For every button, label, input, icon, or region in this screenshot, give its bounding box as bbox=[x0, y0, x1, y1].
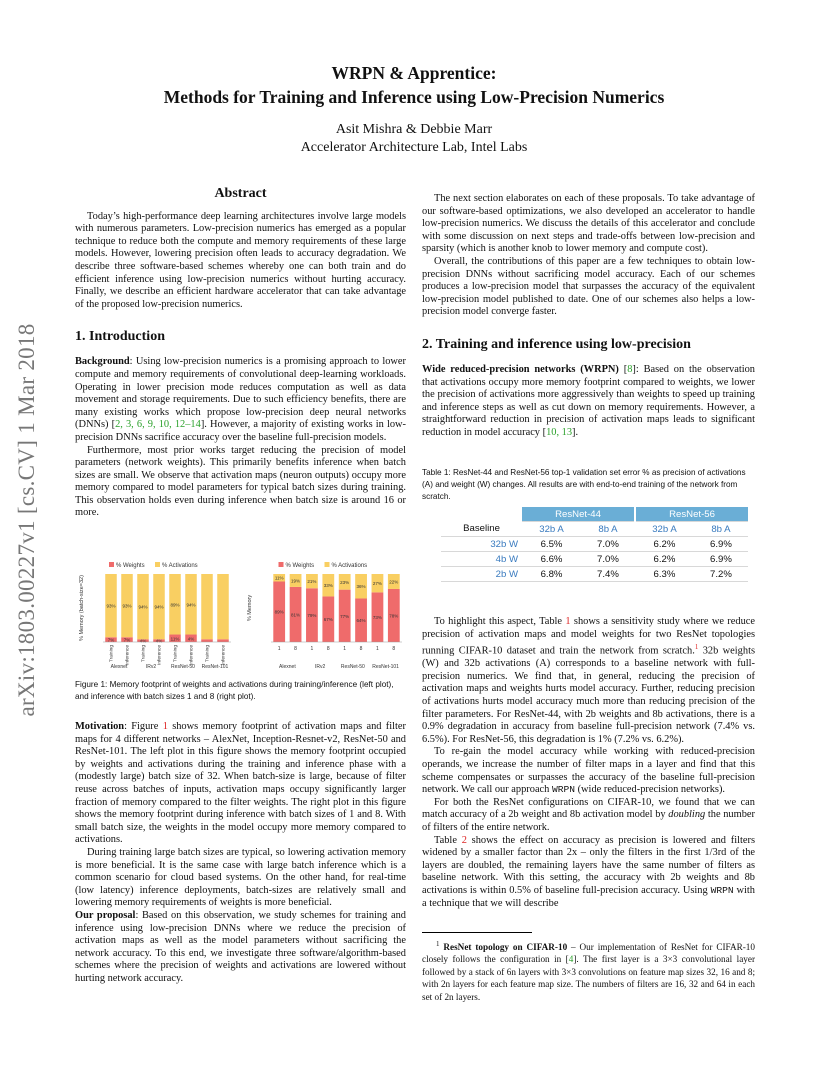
table-1 bbox=[441, 507, 748, 582]
intro-heading: 1. Introduction bbox=[75, 329, 165, 345]
data-label: 36% bbox=[356, 584, 366, 590]
data-label: 77% bbox=[340, 613, 350, 619]
left-column-lower bbox=[75, 721, 406, 985]
table-ref-link[interactable]: 2 bbox=[461, 834, 467, 846]
legend-label: % Activations bbox=[162, 563, 198, 569]
right-column bbox=[422, 193, 755, 440]
data-label: 33% bbox=[323, 583, 333, 589]
authors: Asit Mishra & Debbie Marr bbox=[335, 122, 493, 137]
data-label: 64% bbox=[356, 618, 366, 624]
y-axis-label: % Memory bbox=[247, 594, 253, 622]
data-label: 67% bbox=[323, 617, 333, 623]
citation-link[interactable]: 4 bbox=[568, 954, 574, 965]
table-group-header: ResNet-44 bbox=[522, 507, 635, 522]
data-label: 7% bbox=[123, 637, 131, 643]
figure-ref-link[interactable]: 1 bbox=[162, 721, 168, 732]
citation-link[interactable]: 8 bbox=[627, 363, 633, 375]
data-label: 94% bbox=[138, 604, 148, 610]
data-label: 4% bbox=[155, 638, 163, 644]
data-label: 7% bbox=[107, 637, 115, 643]
affiliation: Accelerator Architecture Lab, Intel Labs bbox=[300, 140, 528, 155]
group-label: IRv2 bbox=[314, 664, 326, 670]
tick-label: Training bbox=[205, 645, 211, 663]
bar-activations bbox=[217, 574, 229, 639]
paper-title-line1: WRPN & Apprentice: bbox=[331, 63, 497, 83]
group-label: ResNet-50 bbox=[340, 664, 365, 670]
tick-label: 1 bbox=[376, 646, 379, 652]
citation-link[interactable]: 10, 13 bbox=[546, 426, 573, 438]
data-label: 81% bbox=[291, 612, 301, 618]
table-ref-link[interactable]: 1 bbox=[565, 616, 571, 627]
table-row: 4b W 6.6% 7.0% 6.2% 6.9% bbox=[441, 552, 748, 567]
data-label: 89% bbox=[170, 602, 180, 608]
tick-label: Training bbox=[109, 645, 115, 663]
table-col-header: 32b A bbox=[522, 522, 581, 537]
tick-label: 8 bbox=[294, 646, 297, 652]
right-p6: Table 2 shows the effect on accuracy as precision is lowered and filters widened by a smaller factor than 2x – only the filters in the first 1/3rd of the layers are doubled, the remaining layers have the same number of filters as baseline network. With this setting, the accuracy with 2b weights and 8b activations is within 0.5% of baseline full-precision accuracy. Using WRPN with a technique that we will describe bbox=[422, 834, 755, 909]
data-label: 78% bbox=[389, 613, 399, 619]
group-label: Alexnet bbox=[110, 664, 128, 670]
table-col-header: 8b A bbox=[694, 522, 748, 537]
tick-label: 1 bbox=[277, 646, 281, 652]
group-label: IRv2 bbox=[145, 664, 157, 670]
motivation-para: Motivation: Figure 1 shows memory footprint of activation maps and filter maps for 4 different networks – AlexNet, Inception-Resnet-v2, ResNet-50 and ResNet-101. The left plot in this figure shows the memory footprint occupied by weights and activations during the training and inference phase with a (modestly large) batch size of 32. When batch-size is large, because of filter reuse across batches of inputs, activation maps occupy significantly larger fraction of memory compared to the filter weights. The right plot in this figure shows the memory footprint during inference with batch sizes of 1 and 8. With small batch size, the weights in the model occupy more memory compared to activations. bbox=[75, 721, 406, 846]
table-col-header: 8b A bbox=[581, 522, 635, 537]
legend-label: % Weights bbox=[285, 563, 315, 569]
tick-label: Inference bbox=[157, 645, 163, 666]
data-label: 89% bbox=[274, 609, 284, 615]
data-label: 4% bbox=[139, 638, 147, 644]
data-label: 79% bbox=[307, 613, 317, 619]
table-row: 32b W 6.5% 7.0% 6.2% 6.9% bbox=[441, 537, 748, 552]
legend-swatch bbox=[325, 562, 330, 567]
group-label: Alexnet bbox=[279, 664, 296, 670]
chart-right bbox=[247, 562, 402, 670]
table-corner: Baseline bbox=[441, 522, 522, 537]
right-column-lower bbox=[422, 616, 755, 910]
group-label: ResNet-50 bbox=[171, 664, 195, 670]
chart-legend bbox=[279, 562, 368, 569]
bar-activations bbox=[201, 574, 213, 639]
tick-label: Inference bbox=[189, 645, 195, 666]
figure-1 bbox=[75, 556, 406, 674]
chart-left bbox=[79, 562, 231, 670]
table-row: 2b W 6.8% 7.4% 6.3% 7.2% bbox=[441, 567, 748, 582]
right-p3: To highlight this aspect, Table 1 shows a sensitivity study where we reduce precision of activation maps and model weights for two ResNet topologies running CIFAR-10 dataset and train the network from scratch.$^1$ 32b weights (W) and 32b activations (A) corresponds to a baseline network with full-precision numerics. We find that, in general, reducing the precision of activation maps and weights hurts model accuracy. Further, reducing precision of activations hurts model accuracy much more than reducing precision of the filter parameters. For ResNet-44, with 2b weights and 8b activations, there is a 0.9% degradation in accuracy from baseline full-precision network (7.4% vs. 6.5%). For ResNet-56, this degradation is 1% (7.2% vs. 6.2%). bbox=[422, 616, 755, 745]
tick-label: 8 bbox=[359, 646, 363, 652]
data-label: 21% bbox=[307, 579, 317, 585]
group-label: ResNet-101 bbox=[372, 664, 399, 670]
tick-label: 8 bbox=[326, 646, 330, 652]
data-label: 22% bbox=[389, 579, 399, 585]
intro-background: Background: Using low-precision numerics is a promising approach to lower compute and memory requirements of convolutional deep-learning workloads. Operating in lower precision mode reduces computation as well as data movement and storage requirements. Due to such efficiency benefits, there are many existing works which propose low-precision deep neural networks (DNNs) [2, 3, 6, 9, 10, 12–14]. However, a majority of existing works in low-precision DNNs sacrifice accuracy over the baseline full-precision models. bbox=[75, 356, 406, 443]
proposal-para: Our proposal: Based on this observation, we study schemes for training and inference using low-precision DNNs where we reduce the precision of activation maps as well as the model parameters without sacrificing the network accuracy. To this end, we investigate three software/algorithm-based schemes where the precision of weights and activations are lowered without hurting network accuracy. bbox=[75, 909, 406, 984]
data-label: 19% bbox=[291, 578, 301, 584]
tick-label: Training bbox=[173, 645, 179, 663]
section2-heading: 2. Training and inference using low-precision bbox=[422, 336, 691, 352]
tick-label: Training bbox=[141, 645, 147, 663]
tick-label: 8 bbox=[392, 646, 396, 652]
data-label: 94% bbox=[154, 604, 164, 610]
data-label: 11% bbox=[274, 575, 284, 581]
right-p5: For both the ResNet configurations on CIFAR-10, we found that we can match accuracy of a 2b weight and 8b activation model by doubling the number of filters of the entire network. bbox=[422, 796, 755, 833]
footnote: $^1$ ResNet topology on CIFAR-10 – Our implementation of ResNet for CIFAR-10 closely follows the configuration in [4]. The first layer is a 3×3 convolutional layer followed by a stack of 6n layers with 3×3 convolutions on feature map sizes 32, 16 and 8; with 2n layers for each feature map size. The numbers of filters are 16, 32 and 64 in each set of 2n layers. bbox=[422, 940, 756, 1002]
bar-weights bbox=[201, 639, 213, 642]
arxiv-stamp: arXiv:1803.00227v1 [cs.CV] 1 Mar 2018 bbox=[14, 323, 39, 717]
intro-p2: Furthermore, most prior works target reducing the precision of model parameters (network weights). This primarily benefits inference when batch sizes are small. We observe that activation maps (neuron outputs) occupy more memory compared to model parameters for typical batch sizes during training. This observation holds even during inference when batch size is around 16 or more. bbox=[75, 444, 406, 519]
right-p1: The next section elaborates on each of these proposals. To take advantage of our software-based optimizations, we also developed an accelerator to handle low-precision numerics. We discuss the details of this accelerator and conclude with some discussion on next steps and trade-offs between low-precision and sparsity (which is another knob to lower memory and compute cost). bbox=[422, 193, 755, 255]
group-label: ResNet-101 bbox=[201, 664, 229, 670]
tick-label: 1 bbox=[310, 646, 314, 652]
legend-label: % Weights bbox=[116, 563, 145, 569]
chart-legend bbox=[109, 562, 198, 569]
data-label: 73% bbox=[372, 615, 382, 621]
table-1-caption: Table 1: ResNet-44 and ResNet-56 top-1 validation set error % as precision of activations (A) and weight (W) changes. All results are with end-to-end training of the network from scratch. bbox=[422, 468, 746, 501]
left-column bbox=[75, 188, 406, 520]
wrpn-para: Wide reduced-precision networks (WRPN) [8]: Based on the observation that activations occupy more memory footprint compared to weights, we lower the precision of activations more aggressively than weights to speed up training and inference steps as well as cut down on memory requirements. However, a straightforward reduction in precision of activation maps leads to significant reduction in model accuracy [10, 13]. bbox=[422, 363, 755, 438]
tick-label: 1 bbox=[343, 646, 347, 652]
intro-p4: During training large batch sizes are typical, so lowering activation memory is more beneficial. It is the same case with large batch inference which is a common scenario for cloud based systems. On the other hand, for real-time (low latency) inference deployments, batch-sizes are relatively small and lowering memory requirements of weights is more beneficial. bbox=[75, 846, 406, 909]
data-label: 23% bbox=[340, 579, 350, 585]
data-label: 93% bbox=[122, 603, 132, 609]
data-label: 27% bbox=[372, 581, 382, 587]
citation-link[interactable]: 2, 3, 6, 9, 10, 12–14 bbox=[115, 419, 201, 431]
y-axis-label: % Memory (batch-size=32) bbox=[79, 575, 85, 641]
figure-1-caption: Figure 1: Memory footprint of weights and activations during training/inference (left plot), and inference with batch sizes 1 and 8 (right plot). bbox=[75, 680, 394, 701]
right-p4: To re-gain the model accuracy while working with reduced-precision operands, we increase the number of filter maps in a layer and find that this scheme compensates or surpasses the accuracy of the baseline full-precision network. We call our approach WRPN (wide reduced-precision networks). bbox=[422, 746, 755, 796]
footnote-rule bbox=[422, 932, 532, 933]
bar-weights bbox=[217, 639, 229, 642]
legend-swatch bbox=[279, 562, 284, 567]
table-col-header: 32b A bbox=[635, 522, 694, 537]
right-p2: Overall, the contributions of this paper are a few techniques to obtain low-precision DNNs without sacrificing model accuracy. Each of our schemes produces a low-precision model that surpasses the accuracy of the equivalent low-precision model published to date. One of our schemes also helps a low-precision model converge faster. bbox=[422, 255, 755, 318]
tick-label: Inference bbox=[221, 645, 227, 666]
table-group-header: ResNet-56 bbox=[635, 507, 748, 522]
legend-swatch bbox=[155, 562, 160, 567]
data-label: 11% bbox=[170, 636, 180, 642]
data-label: 94% bbox=[186, 602, 196, 608]
legend-swatch bbox=[109, 562, 114, 567]
data-label: 93% bbox=[106, 603, 116, 609]
tick-label: Inference bbox=[125, 645, 131, 666]
legend-label: % Activations bbox=[331, 563, 368, 569]
data-label: 4% bbox=[187, 636, 195, 642]
abstract-heading: Abstract bbox=[214, 186, 267, 201]
paper-title-line2: Methods for Training and Inference using Low-Precision Numerics bbox=[163, 87, 665, 107]
abstract-body: Today’s high-performance deep learning architectures involve large models with numerous parameters. Low-precision numerics has emerged as a popular technique to reduce both the compute and memory requirements of these large models. However, lowering precision often leads to accuracy degradation. We describe three software-based schemes whereby one can both train and do efficient inference using low-precision numerics without hurting accuracy. Finally, we describe an efficient hardware accelerator that can take advantage of the proposed low-precision numerics. bbox=[75, 210, 406, 310]
